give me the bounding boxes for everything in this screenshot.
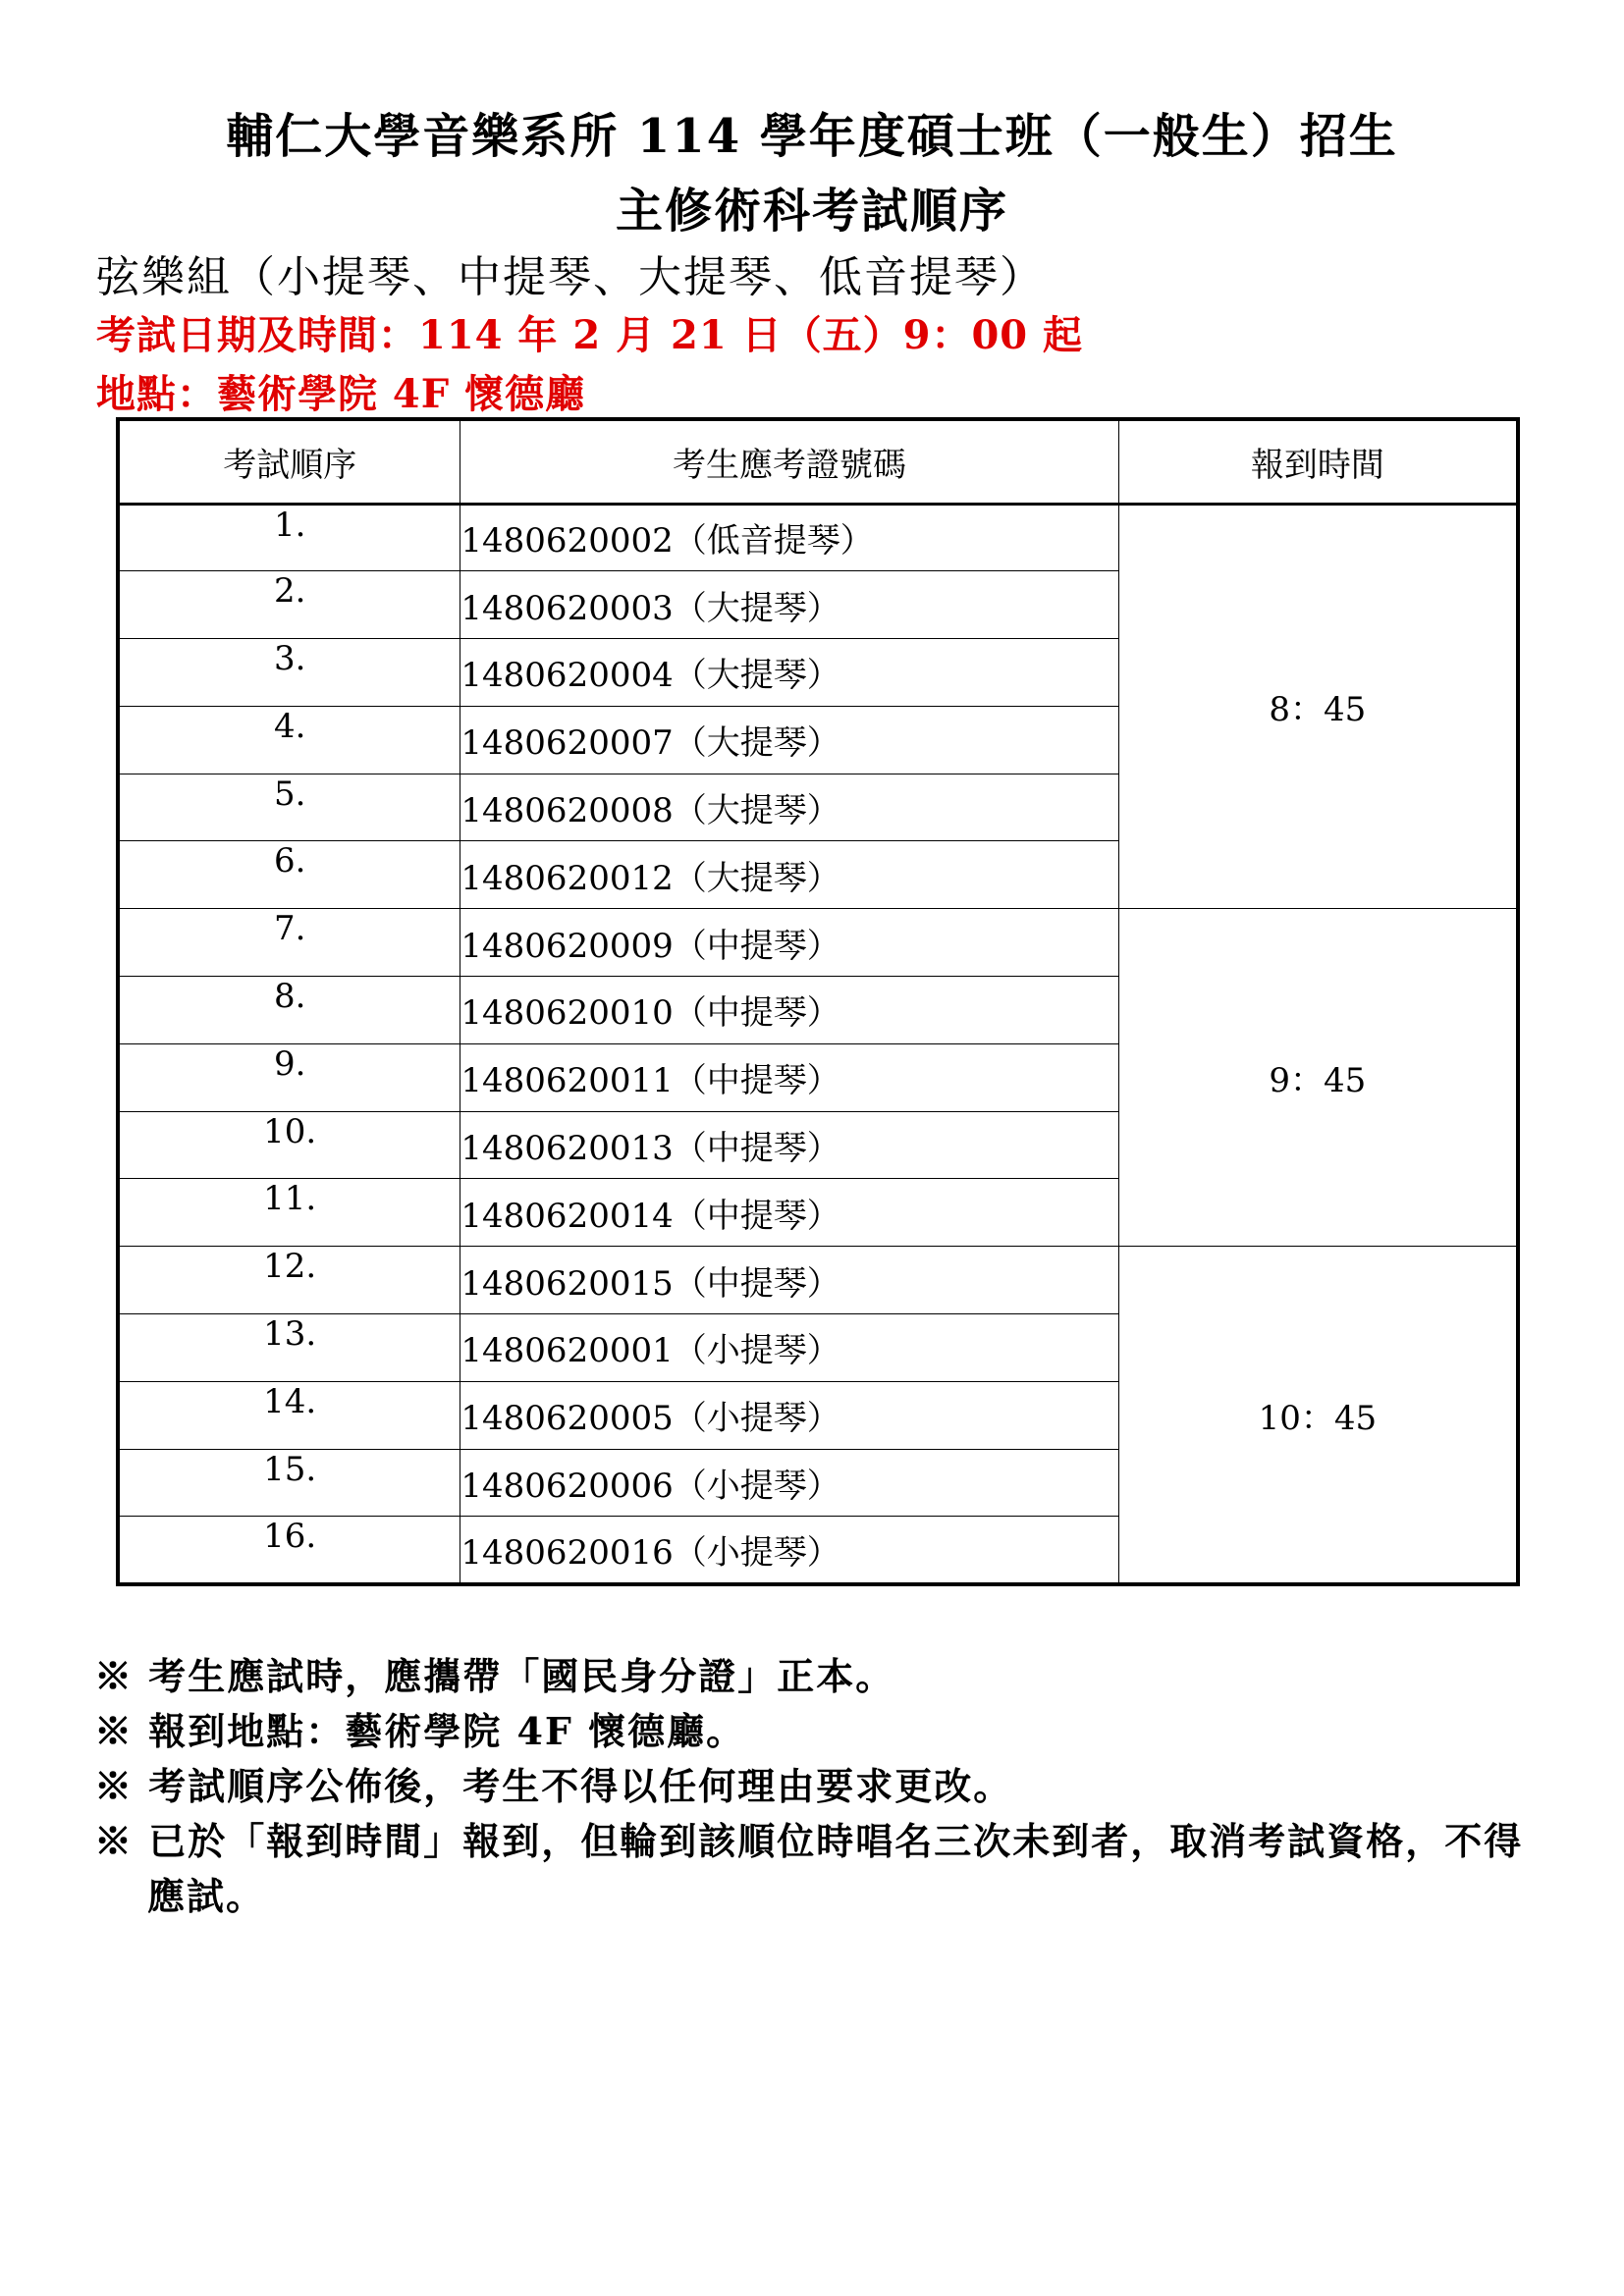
note-item: ※ 考試順序公佈後，考生不得以任何理由要求更改。	[94, 1764, 1013, 1808]
row-candidate-id: 1480620013（中提琴）	[460, 1111, 1118, 1179]
row-candidate-id: 1480620012（大提琴）	[460, 841, 1118, 909]
row-order: 12.	[118, 1247, 460, 1314]
row-order: 13.	[118, 1314, 460, 1382]
table-row	[118, 504, 1518, 571]
row-candidate-id: 1480620010（中提琴）	[460, 977, 1118, 1044]
table-header-row	[118, 419, 1518, 504]
row-candidate-id: 1480620015（中提琴）	[460, 1247, 1118, 1314]
row-order: 6.	[118, 841, 460, 909]
row-order: 5.	[118, 774, 460, 841]
row-candidate-id: 1480620005（小提琴）	[460, 1381, 1118, 1449]
row-candidate-id: 1480620007（大提琴）	[460, 706, 1118, 774]
row-candidate-id: 1480620006（小提琴）	[460, 1449, 1118, 1517]
row-candidate-id: 1480620001（小提琴）	[460, 1314, 1118, 1382]
row-order: 14.	[118, 1381, 460, 1449]
notes-section	[94, 1649, 1538, 1924]
row-order: 1.	[118, 504, 460, 571]
row-order: 4.	[118, 706, 460, 774]
header-candidate-id: 考生應考證號碼	[460, 419, 1118, 504]
exam-order-table	[116, 417, 1520, 1586]
row-candidate-id: 1480620016（小提琴）	[460, 1517, 1118, 1584]
row-candidate-id: 1480620008（大提琴）	[460, 774, 1118, 841]
note-item: ※ 報到地點：藝術學院 4F 懷德廳。	[94, 1709, 746, 1753]
instrument-group: 弦樂組（小提琴、中提琴、大提琴、低音提琴）	[96, 252, 1045, 302]
row-order: 11.	[118, 1179, 460, 1247]
page-title: 輔仁大學音樂系所 114 學年度碩士班（一般生）招生	[226, 109, 1398, 164]
page-subtitle: 主修術科考試順序	[615, 184, 1008, 239]
row-candidate-id: 1480620009（中提琴）	[460, 909, 1118, 977]
row-candidate-id: 1480620014（中提琴）	[460, 1179, 1118, 1247]
checkin-time-group: 8：45	[1118, 504, 1518, 909]
row-order: 9.	[118, 1043, 460, 1111]
table-row	[118, 909, 1518, 977]
header-exam-order: 考試順序	[118, 419, 460, 504]
row-candidate-id: 1480620003（大提琴）	[460, 571, 1118, 639]
row-order: 3.	[118, 639, 460, 707]
row-order: 8.	[118, 977, 460, 1044]
header-checkin-time: 報到時間	[1118, 419, 1518, 504]
row-candidate-id: 1480620004（大提琴）	[460, 639, 1118, 707]
checkin-time-group: 10：45	[1118, 1247, 1518, 1584]
table-row	[118, 1247, 1518, 1314]
note-item: ※ 已於「報到時間」報到，但輪到該順位時唱名三次未到者，取消考試資格，不得應試。	[94, 1819, 1524, 1918]
row-order: 2.	[118, 571, 460, 639]
row-order: 7.	[118, 909, 460, 977]
row-order: 15.	[118, 1449, 460, 1517]
row-order: 10.	[118, 1111, 460, 1179]
checkin-time-group: 9：45	[1118, 909, 1518, 1247]
exam-datetime: 考試日期及時間：114 年 2 月 21 日（五）9：00 起	[96, 312, 1084, 358]
note-item: ※ 考生應試時，應攜帶「國民身分證」正本。	[94, 1654, 895, 1698]
row-candidate-id: 1480620002（低音提琴）	[460, 504, 1118, 571]
exam-location: 地點：藝術學院 4F 懷德廳	[96, 371, 586, 417]
row-candidate-id: 1480620011（中提琴）	[460, 1043, 1118, 1111]
row-order: 16.	[118, 1517, 460, 1584]
